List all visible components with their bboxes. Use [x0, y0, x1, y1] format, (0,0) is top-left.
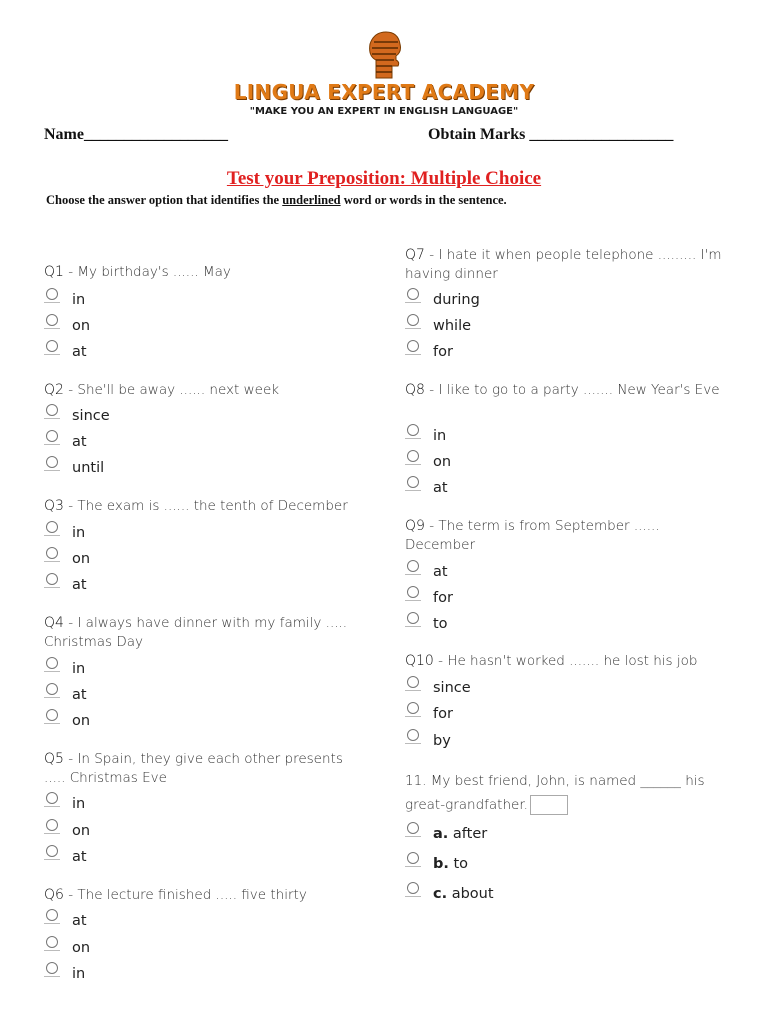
question-number: Q4: [44, 615, 64, 631]
question-1: Q1 - My birthday's ...... May: [44, 264, 231, 280]
question-number: Q3: [44, 498, 64, 514]
radio-button[interactable]: [46, 430, 58, 442]
radio-button[interactable]: [46, 314, 58, 326]
question-2: Q2 - She'll be away ...... next week: [44, 382, 280, 398]
instructions-text-end: word or words in the sentence.: [340, 193, 507, 207]
question-number: Q10: [405, 653, 434, 669]
option-text: about: [451, 886, 494, 902]
radio-button[interactable]: [407, 476, 419, 488]
option-label: on: [72, 940, 91, 956]
question-text: I always have dinner with my family ..... Christmas Day: [44, 615, 348, 650]
radio-button[interactable]: [407, 560, 419, 572]
radio-button[interactable]: [46, 819, 58, 831]
instructions-text: Choose the answer option that identifies the: [46, 193, 283, 207]
academy-motto: "MAKE YOU AN EXPERT IN ENGLISH LANGUAGE": [249, 106, 519, 117]
option-label: at: [72, 849, 87, 865]
option-label: to: [433, 616, 448, 632]
radio-button[interactable]: [46, 288, 58, 300]
obtain-marks-field[interactable]: Obtain Marks __________________: [428, 126, 674, 143]
academy-name: LINGUA EXPERT ACADEMY: [233, 80, 535, 104]
option-label: until: [72, 460, 105, 476]
question-9: Q9 - The term is from September ...... December: [405, 518, 660, 553]
question-6: Q6 - The lecture finished ..... five thirty: [44, 887, 307, 903]
option-label: in: [72, 525, 86, 541]
option-label: on: [72, 713, 91, 729]
option-label: in: [72, 661, 86, 677]
radio-button[interactable]: [407, 676, 419, 688]
radio-button[interactable]: [407, 852, 419, 864]
radio-button[interactable]: [46, 573, 58, 585]
radio-button[interactable]: [407, 288, 419, 300]
question-11: [405, 769, 725, 817]
radio-button[interactable]: [407, 729, 419, 741]
option-label: at: [72, 913, 87, 929]
radio-button[interactable]: [407, 450, 419, 462]
radio-button[interactable]: [46, 657, 58, 669]
option-label: since: [433, 680, 471, 696]
question-7: Q7 - I hate it when people telephone ......... I'm having dinner: [405, 247, 722, 282]
option-label: [433, 856, 468, 872]
radio-button[interactable]: [46, 547, 58, 559]
radio-button[interactable]: [407, 340, 419, 352]
question-text: In Spain, they give each other presents ..... Christmas Eve: [44, 751, 343, 786]
option-label: [433, 886, 494, 902]
option-label: in: [72, 292, 86, 308]
option-letter: c.: [433, 886, 448, 902]
question-text: The term is from September ...... December: [405, 518, 660, 553]
option-label: at: [72, 577, 87, 593]
radio-button[interactable]: [46, 909, 58, 921]
radio-button[interactable]: [46, 845, 58, 857]
question-8: Q8 - I like to go to a party ....... New Year's Eve: [405, 382, 720, 398]
name-field[interactable]: Name__________________: [44, 126, 228, 143]
option-label: at: [72, 434, 87, 450]
question-number: Q1: [44, 264, 64, 280]
option-label: for: [433, 344, 453, 360]
answer-input[interactable]: [530, 795, 568, 815]
option-label: while: [433, 318, 472, 334]
radio-button[interactable]: [46, 683, 58, 695]
head-books-logo-icon: [354, 30, 414, 80]
question-text: The lecture finished ..... five thirty: [77, 887, 307, 903]
radio-button[interactable]: [46, 792, 58, 804]
option-label: at: [72, 687, 87, 703]
option-label: at: [433, 564, 448, 580]
question-text: I hate it when people telephone ......... I'm having dinner: [405, 247, 722, 282]
instructions: [46, 193, 507, 208]
radio-button[interactable]: [46, 936, 58, 948]
question-text: My birthday's ...... May: [77, 264, 231, 280]
radio-button[interactable]: [407, 822, 419, 834]
radio-button[interactable]: [46, 456, 58, 468]
radio-button[interactable]: [407, 586, 419, 598]
radio-button[interactable]: [407, 424, 419, 436]
option-label: on: [72, 318, 91, 334]
option-label: in: [433, 428, 447, 444]
radio-button[interactable]: [407, 882, 419, 894]
question-number: Q7: [405, 247, 425, 263]
option-label: on: [433, 454, 452, 470]
question-5: Q5 - In Spain, they give each other presents ..... Christmas Eve: [44, 751, 343, 786]
radio-button[interactable]: [46, 521, 58, 533]
question-3: Q3 - The exam is ...... the tenth of December: [44, 498, 348, 514]
option-label: [433, 826, 487, 842]
radio-button[interactable]: [46, 962, 58, 974]
radio-button[interactable]: [407, 314, 419, 326]
option-label: for: [433, 706, 453, 722]
option-label: on: [72, 551, 91, 567]
question-text: I like to go to a party ....... New Year's Eve: [438, 382, 720, 398]
question-number: Q9: [405, 518, 425, 534]
question-number: Q2: [44, 382, 64, 398]
option-label: at: [433, 480, 448, 496]
radio-button[interactable]: [46, 709, 58, 721]
option-text: after: [452, 826, 488, 842]
option-letter: b.: [433, 856, 449, 872]
option-label: during: [433, 292, 480, 308]
option-label: for: [433, 590, 453, 606]
radio-button[interactable]: [407, 702, 419, 714]
instructions-underlined: underlined: [282, 193, 341, 207]
question-4: Q4 - I always have dinner with my family ..... Christmas Day: [44, 615, 348, 650]
page-title: Test your Preposition: Multiple Choice: [226, 168, 542, 189]
radio-button[interactable]: [46, 404, 58, 416]
option-text: to: [453, 856, 469, 872]
question-10: Q10 - He hasn't worked ....... he lost his job: [405, 653, 698, 669]
option-label: since: [72, 408, 110, 424]
option-label: in: [72, 966, 86, 982]
option-label: at: [72, 344, 87, 360]
question-number: Q5: [44, 751, 64, 767]
question-text: 11. My best friend, John, is named ______ his great-grandfather.: [405, 773, 705, 813]
option-label: on: [72, 823, 91, 839]
question-text: The exam is ...... the tenth of December: [77, 498, 348, 514]
radio-button[interactable]: [46, 340, 58, 352]
question-text: She'll be away ...... next week: [77, 382, 280, 398]
option-letter: a.: [433, 826, 449, 842]
option-label: by: [433, 733, 451, 749]
radio-button[interactable]: [407, 612, 419, 624]
question-number: Q6: [44, 887, 64, 903]
option-label: in: [72, 796, 86, 812]
question-number: Q8: [405, 382, 425, 398]
question-text: He hasn't worked ....... he lost his job: [447, 653, 698, 669]
